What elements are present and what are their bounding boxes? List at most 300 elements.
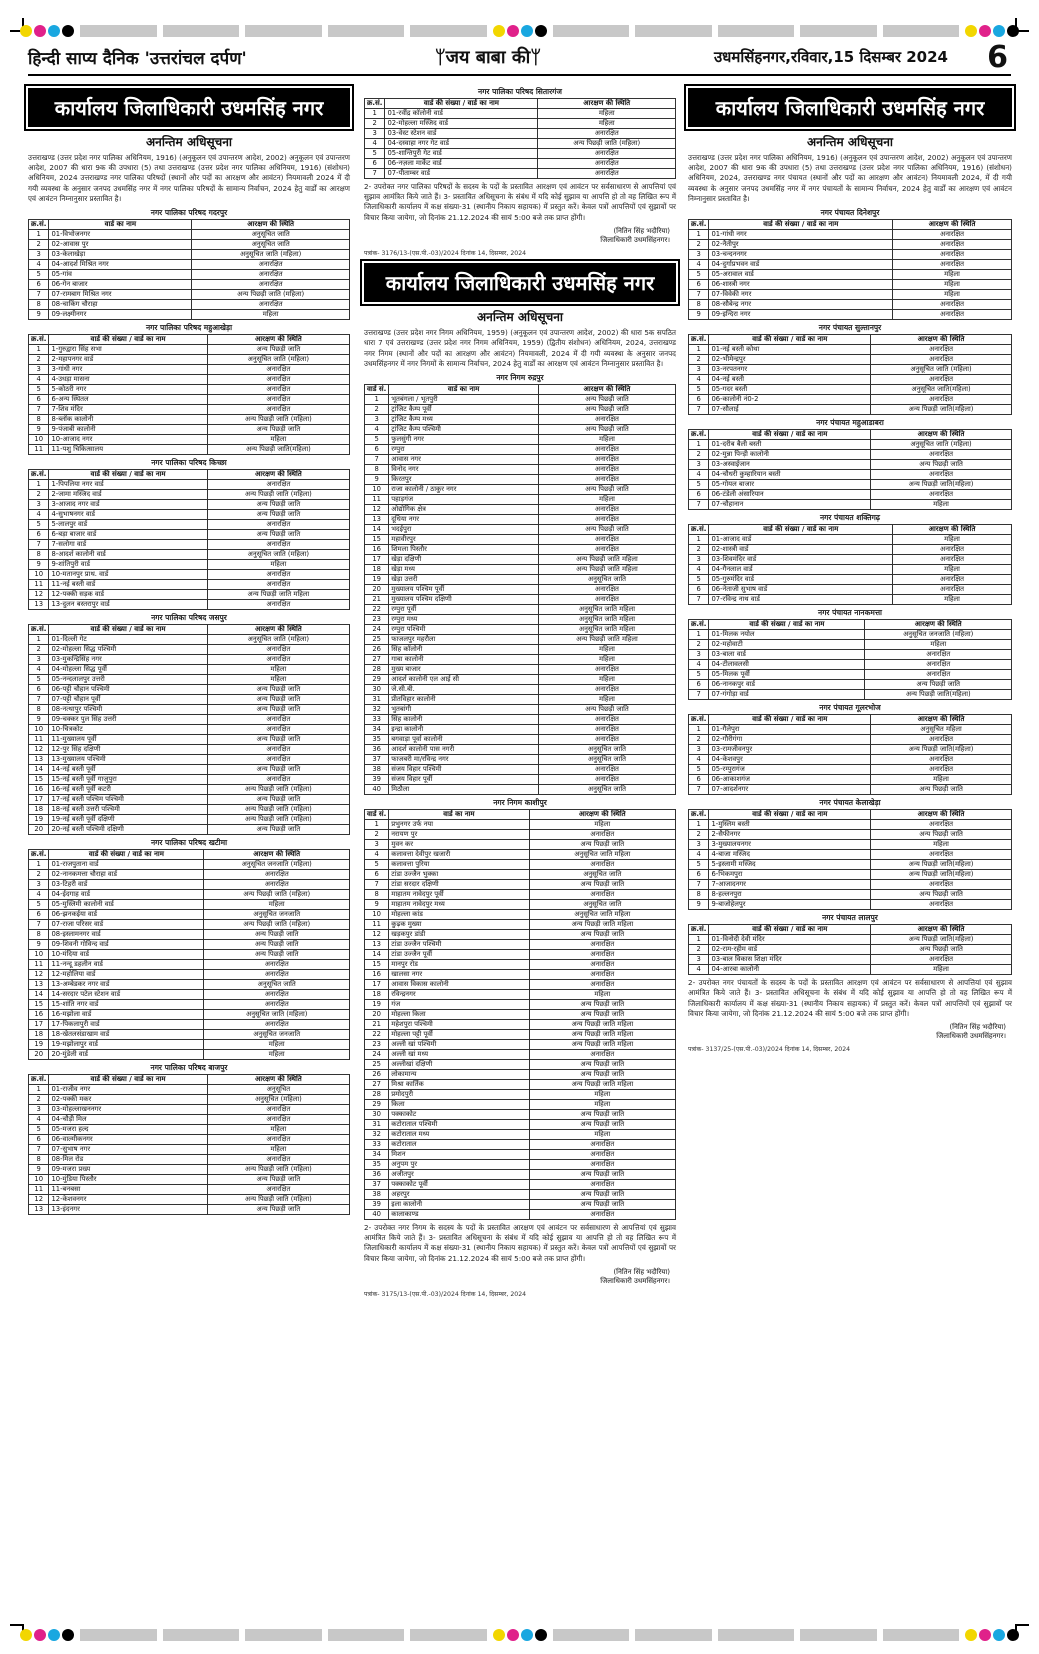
table-header-row: [689, 430, 1012, 440]
table-row: [689, 460, 1012, 470]
table-row: [29, 560, 350, 570]
ward-number: 6: [29, 910, 49, 920]
ward-name: मुख्य बाजार: [389, 664, 539, 674]
ward-name: विनोद नगर: [389, 464, 539, 474]
ward-table: [364, 809, 676, 1220]
table-row: [365, 714, 676, 724]
table-row: [689, 585, 1012, 595]
table-row: [29, 290, 350, 300]
gray-bar: [80, 1629, 157, 1641]
ward-name: 12-पक्की सड़क वार्ड: [49, 590, 207, 600]
ward-name: 02-मुन्ना पिन्ड़ी कालोनी: [709, 450, 871, 460]
ward-name: 02-आवास पुर: [49, 240, 192, 250]
reservation-status: अनारक्षित: [207, 405, 349, 415]
ward-number: 3: [689, 365, 709, 375]
reservation-status: अनारक्षित: [871, 375, 1012, 385]
reservation-status: अनारक्षित: [893, 545, 1012, 555]
table-row: [365, 474, 676, 484]
column-right: [688, 84, 1012, 1056]
table-row: [689, 890, 1012, 900]
table-row: [689, 395, 1012, 405]
reservation-status: अनुसूचित जाति: [192, 230, 350, 240]
ward-number: 6: [689, 680, 709, 690]
ward-name: किरतपुर: [389, 474, 539, 484]
reservation-status: अन्य पिछड़ी जाति महिला: [529, 1039, 675, 1049]
table-row: [29, 510, 350, 520]
ward-number: 3: [29, 1105, 49, 1115]
table-row: [365, 889, 676, 899]
reservation-status: अनारक्षित: [192, 300, 350, 310]
ward-number: 5: [29, 900, 49, 910]
table-row: [365, 869, 676, 879]
ward-number: 5: [689, 860, 709, 870]
column-header: वार्ड की संख्या / वार्ड का नाम: [709, 620, 865, 630]
table-row: [365, 959, 676, 969]
registration-strip-top: [20, 24, 1019, 38]
reservation-status: अनारक्षित: [207, 755, 349, 765]
reservation-status: अनुसूचित जाति: [538, 754, 675, 764]
ward-number: 1: [689, 935, 709, 945]
color-dot: [48, 25, 60, 37]
ward-name: 01-दिल्ली गेट: [49, 635, 207, 645]
ward-name: 04-आदर्श मिश्रित नगर: [49, 260, 192, 270]
column-header: क्र.सं.: [689, 335, 709, 345]
table-row: [29, 1135, 350, 1145]
ward-number: 4: [689, 375, 709, 385]
ward-number: 2: [689, 450, 709, 460]
column-header: वार्ड की संख्या / वार्ड का नाम: [709, 525, 893, 535]
gray-bar: [800, 1629, 877, 1641]
reservation-status: अनारक्षित: [529, 829, 675, 839]
color-dots: [493, 25, 547, 37]
ward-number: 12: [365, 929, 389, 939]
column-header: आरक्षण की स्थिति: [529, 809, 675, 819]
reservation-status: अन्य पिछड़ी जाति महिला: [538, 564, 675, 574]
reservation-status: अन्य पिछड़ी जाति: [871, 460, 1012, 470]
ward-number: 11: [365, 494, 389, 504]
table-row: [365, 1189, 676, 1199]
ward-number: 12: [29, 745, 49, 755]
ward-number: 3: [689, 460, 709, 470]
ward-number: 7: [689, 785, 709, 795]
ward-number: 3: [29, 365, 49, 375]
ward-number: 6: [365, 444, 389, 454]
ward-name: 08-सौबेन्द्र नगर: [709, 300, 893, 310]
gray-bar: [883, 1629, 960, 1641]
ward-name: 03-शिवमंदिर वार्ड: [709, 555, 893, 565]
table-row: [29, 550, 350, 560]
table-row: [29, 1020, 350, 1030]
ward-number: 1: [689, 725, 709, 735]
ward-number: 10: [29, 1175, 49, 1185]
gray-bar: [553, 1629, 630, 1641]
table-row: [365, 574, 676, 584]
ward-number: 7: [29, 695, 49, 705]
reservation-status: अनारक्षित: [204, 970, 350, 980]
reservation-status: अनारक्षित: [529, 1139, 675, 1149]
table-row: [29, 930, 350, 940]
ward-number: 19: [29, 1040, 49, 1050]
table-row: [365, 754, 676, 764]
reservation-status: अनारक्षित: [871, 900, 1012, 910]
ward-number: 7: [689, 290, 709, 300]
ward-number: 6: [365, 159, 385, 169]
color-dot: [979, 1629, 991, 1641]
ward-name: 14-सरदार पटेल स्टेशन वार्ड: [49, 990, 204, 1000]
ward-number: 16: [365, 969, 389, 979]
table-row: [689, 880, 1012, 890]
table-row: [29, 745, 350, 755]
ward-number: 12: [29, 1195, 49, 1205]
ward-name: जे.सी.बी.: [389, 684, 539, 694]
ward-name: 06-पट्टी चौहान पश्चिमी: [49, 685, 207, 695]
ward-name: कटोराताल: [389, 1139, 529, 1149]
ward-number: 37: [365, 1179, 389, 1189]
ward-number: 2: [29, 355, 49, 365]
table-row: [689, 500, 1012, 510]
ward-number: 15: [365, 959, 389, 969]
table-row: [29, 1145, 350, 1155]
ward-number: 36: [365, 1169, 389, 1179]
reservation-status: अनारक्षित: [207, 1155, 349, 1165]
column-header: आरक्षण की स्थिति: [871, 430, 1012, 440]
ward-number: 17: [29, 795, 49, 805]
notice-banner: कार्यालय जिलाधिकारी उधमसिंह नगर: [364, 263, 676, 302]
table-row: [29, 715, 350, 725]
signatory-title: जिलाधिकारी उधमसिंहनगर।: [600, 1276, 670, 1285]
gray-bar: [883, 25, 960, 37]
table-title: नगर पालिका परिषद महुआखेड़ा: [145, 323, 233, 333]
reservation-status: अनारक्षित: [893, 300, 1012, 310]
reservation-status: अनारक्षित: [207, 725, 349, 735]
ward-number: 20: [29, 825, 49, 835]
table-row: [365, 1099, 676, 1109]
ward-table: [28, 219, 350, 320]
ward-number: 24: [365, 1049, 389, 1059]
ward-name: 5-कोठरी नगर: [49, 385, 207, 395]
ward-name: मोहल्ला कांड: [389, 909, 529, 919]
table-row: [29, 580, 350, 590]
reservation-status: अन्य पिछड़ी जाति(महिला): [207, 445, 349, 455]
ward-number: 1: [689, 230, 709, 240]
reservation-status: अनारक्षित: [871, 450, 1012, 460]
ward-number: 10: [365, 484, 389, 494]
ward-name: 09-इन्दिरा नगर: [709, 310, 893, 320]
reservation-status: महिला: [529, 989, 675, 999]
gray-bar: [718, 1629, 795, 1641]
reservation-status: अनुसूचित जनजाति: [204, 910, 350, 920]
ward-number: 18: [365, 989, 389, 999]
reservation-status: महिला: [192, 310, 350, 320]
ward-number: 15: [365, 534, 389, 544]
table-row: [365, 614, 676, 624]
reservation-status: अनारक्षित: [538, 684, 675, 694]
reservation-status: अन्य पिछड़ी जाति(महिला): [871, 860, 1012, 870]
ward-name: 17-पिकलापुरी वार्ड: [49, 1020, 204, 1030]
table-row: [29, 775, 350, 785]
reservation-status: महिला: [204, 900, 350, 910]
ward-number: 37: [365, 754, 389, 764]
table-row: [365, 404, 676, 414]
ward-number: 17: [365, 979, 389, 989]
notice-notes: 2- उपरोक्त नगर निगम के सदस्य के पदों के प्रस्तावित आरक्षण एवं आवंटन पर सर्वसाधारण से आपत्तियां एवं सुझाव आमंत्रित किये जाते हैं। 3- प्रस्तावित अधिसूचना के संबंध में यदि कोई सुझाव या आपत्ति हो तो वह लिखित रूप में जिलाधिकारी कार्यालय में कक्ष संख्या-31 (स्थानीय निकाय सहायक) में प्रस्तुत करें। केवल पत्रों आपत्तियों एवं सुझावों पर विचार किया जायेगा, जो दिनांक 21.12.2024 की सायं 5:00 बजे तक प्राप्त होंगी।: [364, 1222, 676, 1263]
ward-name: गाबा कालोनी: [389, 654, 539, 664]
table-row: [29, 805, 350, 815]
ward-name: खेड़ा उत्तरी: [389, 574, 539, 584]
reservation-status: महिला: [529, 819, 675, 829]
reservation-status: अन्य पिछड़ी जाति (महिला): [207, 1165, 349, 1175]
color-dot: [493, 1629, 505, 1641]
ward-table: [688, 809, 1012, 910]
reservation-status: अन्य पिछड़ी जाति: [207, 795, 349, 805]
table-row: [365, 899, 676, 909]
ward-name: माहातम नावेदपुर पूर्वी: [389, 889, 529, 899]
reservation-status: महिला: [538, 654, 675, 664]
ward-number: 4: [689, 565, 709, 575]
table-row: [29, 1095, 350, 1105]
ward-name: 05-गुरुमंदिर वार्ड: [709, 575, 893, 585]
ward-number: 25: [365, 1059, 389, 1069]
ward-name: 7-आजादनगर: [709, 880, 871, 890]
ward-name: प्रीतविहार कालोनी: [389, 694, 539, 704]
ward-number: 1: [29, 480, 49, 490]
notice-intro: उत्तराखण्ड (उत्तर प्रदेश नगर निगम अधिनियम, 1959) (अनुकूलन एवं उपान्तरण आदेश, 2002) की धारा 5क सपठित धारा 7 एवं उत्तराखण्ड (उत्तर प्रदेश नगर निगम अधिनियम, 1959) (द्वितीय संशोधन) अधिनियम, 2024, उत्तराखण्ड नगर निगम (स्थानों और पदों का आरक्षण और आवंटन) नियमावली, 2024 में दी गयी व्यवस्था के अनुसार जनपद उधमसिंहनगर में नगर निगमों के सामान्य निर्वाचन, 2024 हेतु वार्डों का आरक्षण एवं आवंटन निम्नानुसार प्रस्तावित है।: [364, 328, 676, 368]
ward-name: 05-मुस्लिमी कालोनी वार्ड: [49, 900, 204, 910]
ward-name: 01-नई बस्ती कोथा: [709, 345, 871, 355]
reservation-status: अनारक्षित: [538, 444, 675, 454]
table-row: [689, 690, 1012, 700]
ward-number: 40: [365, 784, 389, 794]
reservation-status: अन्य पिछड़ी जाति: [207, 705, 349, 715]
reservation-status: अन्य पिछड़ी जाति: [207, 345, 349, 355]
reservation-status: अन्य पिछड़ी जाति (महिला): [204, 920, 350, 930]
reservation-status: अनारक्षित: [204, 1000, 350, 1010]
ward-name: 15-शांति नगर वार्ड: [49, 1000, 204, 1010]
ward-name: 4-उधड़ा मासना: [49, 375, 207, 385]
reservation-status: अन्य पिछड़ी जाति: [207, 685, 349, 695]
ward-number: 6: [689, 775, 709, 785]
table-row: [29, 1000, 350, 1010]
reservation-status: अनारक्षित: [207, 385, 349, 395]
reservation-status: महिला: [893, 280, 1012, 290]
reservation-status: अनारक्षित: [207, 715, 349, 725]
ward-name: मिठौला: [389, 784, 539, 794]
ward-name: खेड़ा दक्षिणी: [389, 554, 539, 564]
ward-number: 31: [365, 694, 389, 704]
ward-number: 28: [365, 664, 389, 674]
reservation-status: अनारक्षित: [538, 514, 675, 524]
reservation-status: अनुसूचित जनजाति (महिला): [204, 860, 350, 870]
notice-subhead: अनन्तिम अधिसूचना: [807, 135, 893, 149]
ward-number: 1: [689, 345, 709, 355]
ward-number: 11: [365, 919, 389, 929]
ward-name: रम्पुरा मध्य: [389, 614, 539, 624]
ward-number: 4: [29, 375, 49, 385]
reservation-status: अन्य पिछड़ी जाति: [538, 704, 675, 714]
table-row: [365, 444, 676, 454]
table-row: [29, 395, 350, 405]
table-title: नगर पंचायत केलाखेड़ा: [819, 798, 881, 808]
ward-number: 7: [29, 405, 49, 415]
reservation-status: अनारक्षित: [529, 1159, 675, 1169]
ward-name: 20-मुंडेली वार्ड: [49, 1050, 204, 1060]
color-dot: [48, 1629, 60, 1641]
ward-name: 03-बाला वार्ड: [709, 650, 865, 660]
ward-number: 5: [689, 765, 709, 775]
table-row: [29, 260, 350, 270]
ward-number: 2: [29, 240, 49, 250]
table-row: [29, 755, 350, 765]
ward-name: महेशपुरा पश्चिमी: [389, 1019, 529, 1029]
ward-name: 10-चित्रकोट: [49, 725, 207, 735]
ward-number: 20: [365, 584, 389, 594]
table-row: [365, 859, 676, 869]
column-header: आरक्षण की स्थिति: [871, 715, 1012, 725]
table-row: [29, 900, 350, 910]
ward-name: 02-शास्त्री वार्ड: [709, 545, 893, 555]
table-row: [29, 825, 350, 835]
table-row: [365, 829, 676, 839]
table-title: नगर पालिका परिषद बाजपुर: [150, 1063, 228, 1073]
ward-number: 9: [29, 425, 49, 435]
ward-name: कलावत्ता पुरिया: [389, 859, 529, 869]
ward-name: 05-अरावाल वार्ड: [709, 270, 893, 280]
table-row: [689, 440, 1012, 450]
reservation-status: अन्य पिछड़ी जाति: [207, 695, 349, 705]
ward-number: 4: [29, 665, 49, 675]
ward-number: 30: [365, 1109, 389, 1119]
ward-name: 02-महोवाटी: [709, 640, 865, 650]
ward-name: प्रभुनगर उर्फ नया: [389, 819, 529, 829]
ward-name: 16-मझोला वार्ड: [49, 1010, 204, 1020]
ward-number: 1: [29, 345, 49, 355]
ward-name: 02-मोहल्ला मस्जिद वार्ड: [385, 119, 538, 129]
ward-number: 17: [29, 1020, 49, 1030]
ward-name: 20-नई बस्ती पश्चिमी दक्षिणी: [49, 825, 207, 835]
reservation-status: अन्य पिछड़ी जाति: [871, 890, 1012, 900]
ward-name: रम्पुरा पूर्वी: [389, 604, 539, 614]
reservation-status: अनुसूचित (महिला): [207, 1095, 349, 1105]
reservation-status: महिला: [207, 435, 349, 445]
reservation-status: महिला: [871, 500, 1012, 510]
table-row: [365, 1059, 676, 1069]
ward-name: 06-नज़ला मार्केट वार्ड: [385, 159, 538, 169]
ward-name: 4-सुभाषनगर वार्ड: [49, 510, 207, 520]
table-row: [689, 755, 1012, 765]
reservation-status: अनारक्षित: [207, 375, 349, 385]
table-row: [365, 1209, 676, 1219]
table-row: [365, 744, 676, 754]
ward-number: 5: [29, 520, 49, 530]
ward-number: 9: [365, 474, 389, 484]
ward-name: 2-जामा मस्जिद वार्ड: [49, 490, 207, 500]
ward-name: भूतबंगला / भूतपुरी: [389, 394, 539, 404]
table-row: [365, 1199, 676, 1209]
table-title: नगर पालिका परिषद किच्छा: [151, 458, 227, 468]
reservation-status: अन्य पिछड़ी जाति महिला: [529, 1019, 675, 1029]
table-header-row: [29, 850, 350, 860]
column-header: वार्ड सं.: [365, 384, 389, 394]
table-row: [365, 694, 676, 704]
table-row: [29, 355, 350, 365]
reservation-status: अन्य पिछड़ी जाति: [207, 530, 349, 540]
reservation-status: महिला: [538, 119, 676, 129]
reservation-status: अन्य पिछड़ी जाति: [865, 680, 1012, 690]
signature-block: [364, 1268, 670, 1286]
reservation-status: अन्य पिछड़ी जाति: [529, 1119, 675, 1129]
ward-name: सिंह कॉलोनी: [389, 644, 539, 654]
reservation-status: अनारक्षित: [538, 714, 675, 724]
ward-number: 33: [365, 1139, 389, 1149]
table-row: [689, 290, 1012, 300]
ward-name: 7-सलोगा वार्ड: [49, 540, 207, 550]
table-row: [29, 950, 350, 960]
reservation-status: अनारक्षित: [538, 664, 675, 674]
table-row: [365, 654, 676, 664]
ward-name: 2-महापनगर वार्ड: [49, 355, 207, 365]
reservation-status: अन्य पिछड़ी जाति महिला: [207, 590, 349, 600]
reservation-status: अन्य पिछड़ी जाति महिला: [529, 1079, 675, 1089]
ward-name: 12-महोलिया वार्ड: [49, 970, 204, 980]
ward-name: अल्ली खां पश्चिमी: [389, 1039, 529, 1049]
ward-number: 1: [29, 1085, 49, 1095]
ward-number: 5: [689, 480, 709, 490]
ward-number: 7: [29, 290, 49, 300]
ward-number: 4: [29, 890, 49, 900]
ward-tables: [28, 208, 350, 1215]
reservation-status: अनारक्षित: [529, 1179, 675, 1189]
color-dots: [493, 1629, 547, 1641]
ward-name: आवास विकास कालोनी: [389, 979, 529, 989]
column-header: आरक्षण की स्थिति: [538, 384, 675, 394]
table-row: [689, 775, 1012, 785]
table-row: [365, 564, 676, 574]
color-dot: [62, 1629, 74, 1641]
ward-name: 02-राम-रहीम वार्ड: [709, 945, 871, 955]
reservation-status: अनारक्षित: [207, 600, 349, 610]
ward-number: 4: [689, 965, 709, 975]
table-row: [29, 530, 350, 540]
table-row: [29, 480, 350, 490]
reservation-status: महिला: [207, 560, 349, 570]
ward-number: 5: [689, 270, 709, 280]
table-row: [689, 270, 1012, 280]
table-row: [365, 454, 676, 464]
table-row: [365, 644, 676, 654]
table-row: [689, 490, 1012, 500]
table-row: [689, 230, 1012, 240]
ward-table: [28, 469, 350, 610]
ward-name: 07-राजा परिसर वार्ड: [49, 920, 204, 930]
table-row: [29, 1185, 350, 1195]
table-row: [689, 470, 1012, 480]
table-row: [689, 935, 1012, 945]
table-row: [29, 300, 350, 310]
table-row: [689, 545, 1012, 555]
reservation-status: महिला: [538, 109, 676, 119]
column-header: क्र.सं.: [29, 220, 49, 230]
table-row: [365, 704, 676, 714]
reservation-status: महिला: [204, 1040, 350, 1050]
ward-name: 09-लक्ष्मीनगर: [49, 310, 192, 320]
reservation-status: अन्य पिछड़ी जाति (महिला): [207, 490, 349, 500]
ward-name: 01-गांधी नगर: [709, 230, 893, 240]
reservation-status: अनारक्षित: [207, 1185, 349, 1195]
ward-number: 31: [365, 1119, 389, 1129]
ward-name: 08-मिल रोड: [49, 1155, 207, 1165]
table-row: [365, 879, 676, 889]
ward-name: मिशन: [389, 1149, 529, 1159]
